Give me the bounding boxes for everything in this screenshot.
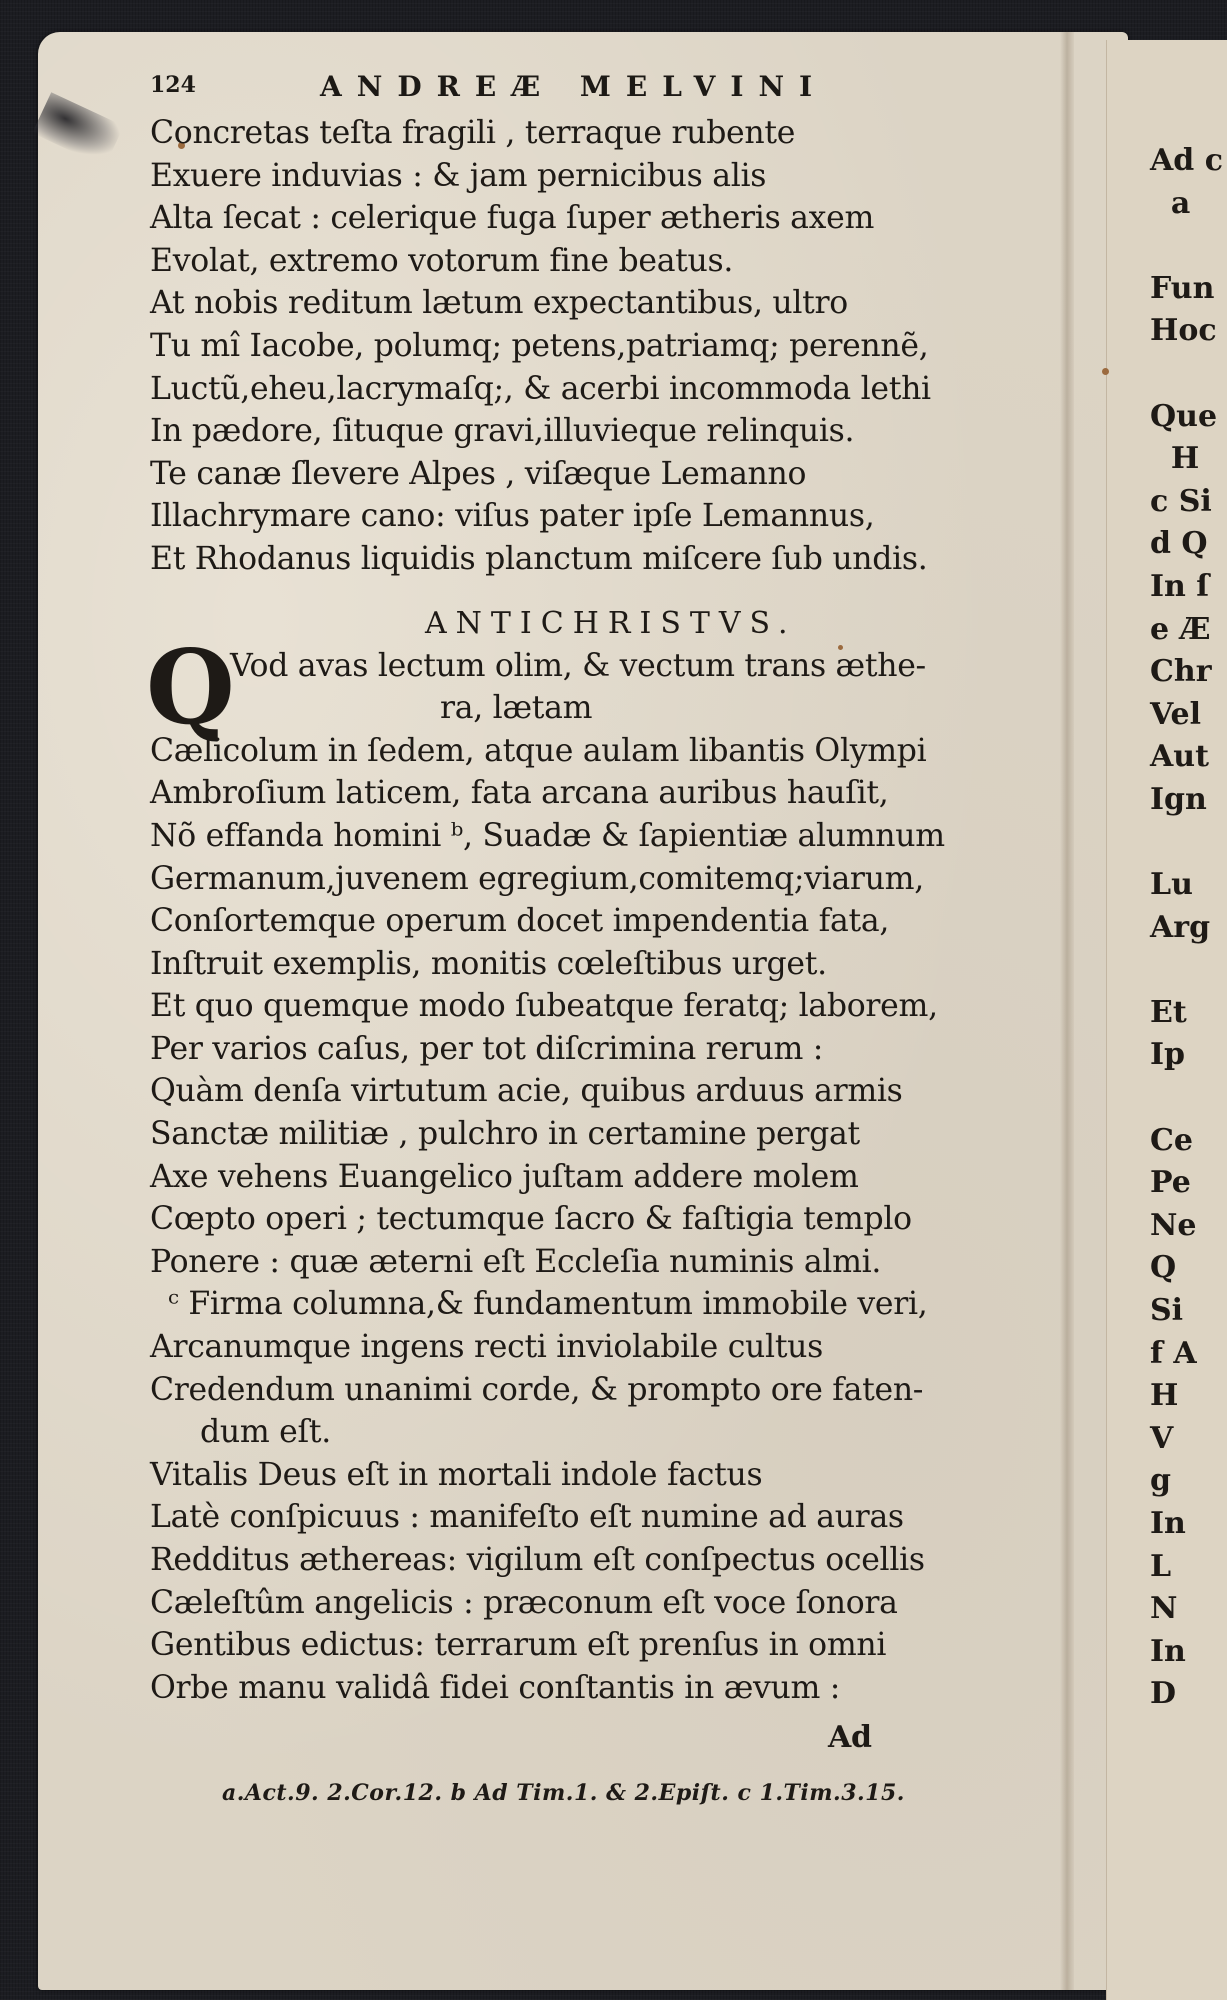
catchword-row <box>150 1709 1080 1761</box>
verse-line: Illachrymare cano: viſus pater ipſe Lemannus, <box>150 498 875 535</box>
verse-line: Germanum,juvenem egregium,comitemq;viarum, <box>150 860 924 897</box>
adjacent-page-line <box>1150 822 1215 865</box>
adjacent-page-line: Ip <box>1150 1037 1186 1073</box>
running-head <box>150 72 970 108</box>
adjacent-page-line <box>1150 949 1215 992</box>
verse-line: Evolat, extremo votorum fine beatus. <box>150 242 734 279</box>
drop-cap: Q <box>146 627 235 748</box>
verse-line: Vitalis Deus eſt in mortali indole factus <box>150 1456 763 1493</box>
adjacent-page-line: In <box>1150 1633 1186 1669</box>
verse-line: Latè conſpicuus : manifeſto eſt numine ad auras <box>150 1499 904 1536</box>
verse-line: Vod avas lectum olim, & vectum trans æthe- <box>230 647 926 684</box>
adjacent-page-line: Ce <box>1150 1122 1193 1158</box>
adjacent-page-line: Hoc <box>1150 313 1217 349</box>
adjacent-page-line: a <box>1150 185 1191 221</box>
verse-line: Cœpto operi ; tectumque ſacro & faſtigia templo <box>150 1201 912 1238</box>
adjacent-page-line: L <box>1150 1548 1172 1584</box>
adjacent-page-text <box>1150 140 1223 1716</box>
adjacent-page-line: c Si <box>1150 483 1212 519</box>
verse-line: Redditus æthereas: vigilum eſt conſpectus ocellis <box>150 1542 925 1578</box>
adjacent-page-line: H <box>1150 1378 1179 1414</box>
verse-line: Gentibus edictus: terrarum eſt prenſus in omni <box>150 1627 887 1664</box>
verse-line: Et quo quemque modo ſubeatque feratq; laborem, <box>150 988 938 1025</box>
adjacent-page-line: In <box>1150 1506 1186 1541</box>
adjacent-page-line: V <box>1150 1420 1174 1456</box>
verse-line: Ponere : quæ æterni eſt Eccleſia numinis almi. <box>150 1243 882 1280</box>
verse-line: Cæleſtûm angelicis : præconum eſt voce ſonora <box>150 1584 898 1621</box>
adjacent-page-line: f A <box>1150 1335 1197 1371</box>
adjacent-page-line <box>1150 1077 1215 1120</box>
adjacent-page-line: Aut <box>1150 739 1209 775</box>
adjacent-page-line: Ne <box>1150 1207 1197 1243</box>
adjacent-page-line: Si <box>1150 1293 1184 1329</box>
verse-line: Exuere induvias : & jam pernicibus alis <box>150 157 767 194</box>
verse-line: Et Rhodanus liquidis planctum miſcere ſub undis. <box>150 540 928 577</box>
adjacent-page-line: Ad c <box>1150 143 1223 178</box>
adjacent-page-line: e Æ <box>1150 611 1211 647</box>
adjacent-page-line: Arg <box>1150 909 1211 945</box>
adjacent-page-line: Ign <box>1150 781 1207 817</box>
verse-line: Orbe manu validâ fidei conſtantis in ævum : <box>150 1669 841 1706</box>
verse-line: Per varios caſus, per tot diſcrimina rerum : <box>150 1030 824 1067</box>
adjacent-page-line: Pe <box>1150 1165 1191 1201</box>
verse-line: Nõ effanda homini ᵇ, Suadæ & ſapientiæ alumnum <box>150 817 945 854</box>
verse-line: Concretas teſta fragili , terraque rubente <box>150 115 796 151</box>
verse-turnover: dum eſt. <box>200 1414 331 1451</box>
verse-line: Quàm denſa virtutum acie, quibus arduus armis <box>150 1073 903 1110</box>
verse-line: Conſortemque operum docet impendentia fata, <box>150 903 890 940</box>
adjacent-page-line: Vel <box>1150 696 1202 732</box>
verse-line: Alta ſecat : celerique fuga ſuper ætheris axem <box>150 200 875 237</box>
adjacent-page-line: In ſ <box>1150 568 1210 604</box>
adjacent-page-line: H <box>1150 441 1200 477</box>
adjacent-page-line: Q <box>1150 1250 1177 1286</box>
verse-line: Te canæ ſlevere Alpes , viſæque Lemanno <box>150 455 807 492</box>
verse-line: Tu mî Iacobe, polumq; petens,patriamq; perennẽ, <box>150 327 929 364</box>
verse-line: Inſtruit exemplis, monitis cœleſtibus urget. <box>150 945 827 982</box>
verse-line: Sanctæ militiæ , pulchro in certamine pergat <box>150 1116 860 1153</box>
adjacent-page-line <box>1150 225 1215 268</box>
verse-line: Credendum unanimi corde, & prompto ore faten- <box>150 1371 924 1408</box>
adjacent-page-line: N <box>1150 1591 1178 1627</box>
verse-turnover: ra, lætam <box>440 690 593 727</box>
adjacent-page-line: Lu <box>1150 867 1193 903</box>
adjacent-page-line: Chr <box>1150 654 1212 690</box>
verse-line: Ambroſium laticem, fata arcana auribus hauſit, <box>150 775 889 812</box>
verse-line: At nobis reditum lætum expectantibus, ultro <box>150 285 848 322</box>
verse-line-footnoted: ᶜ Firma columna,& fundamentum immobile veri, <box>168 1286 928 1323</box>
verse-line: Arcanumque ingens recti inviolabile cultus <box>150 1329 824 1366</box>
verse-line: In pædore, ſituque gravi,illuvieque relinquis. <box>150 413 855 450</box>
poem-opening <box>146 627 1080 748</box>
adjacent-page-line <box>1150 353 1215 396</box>
running-head-title: ANDREÆ MELVINI <box>320 70 828 103</box>
page-text <box>146 112 1080 1761</box>
adjacent-page-line: d Q <box>1150 526 1208 562</box>
footnotes: a.Act.9. 2.Cor.12. b Ad Tim.1. & 2.Epiſt. c 1.Tim.3.15. <box>222 1780 905 1806</box>
adjacent-page-line: D <box>1150 1676 1177 1712</box>
poem-ending <box>150 112 1080 581</box>
foxing-spot <box>1102 368 1109 375</box>
adjacent-page-line: Fun <box>1150 270 1215 306</box>
page-number: 124 <box>150 72 196 98</box>
adjacent-page-line: Que <box>1150 398 1218 434</box>
section-title: ANTICHRISTVS. <box>425 605 797 641</box>
poem-body <box>150 730 1080 1710</box>
adjacent-page-line: g <box>1150 1463 1171 1499</box>
verse-line: Cælicolum in ſedem, atque aulam libantis Olympi <box>150 732 927 769</box>
adjacent-page-line: Et <box>1150 994 1187 1030</box>
catchword: Ad <box>828 1720 872 1756</box>
verse-line: Axe vehens Euangelico juſtam addere molem <box>150 1158 859 1195</box>
verse-line: Luctũ,eheu,lacrymaſq;, & acerbi incommoda lethi <box>150 370 931 407</box>
